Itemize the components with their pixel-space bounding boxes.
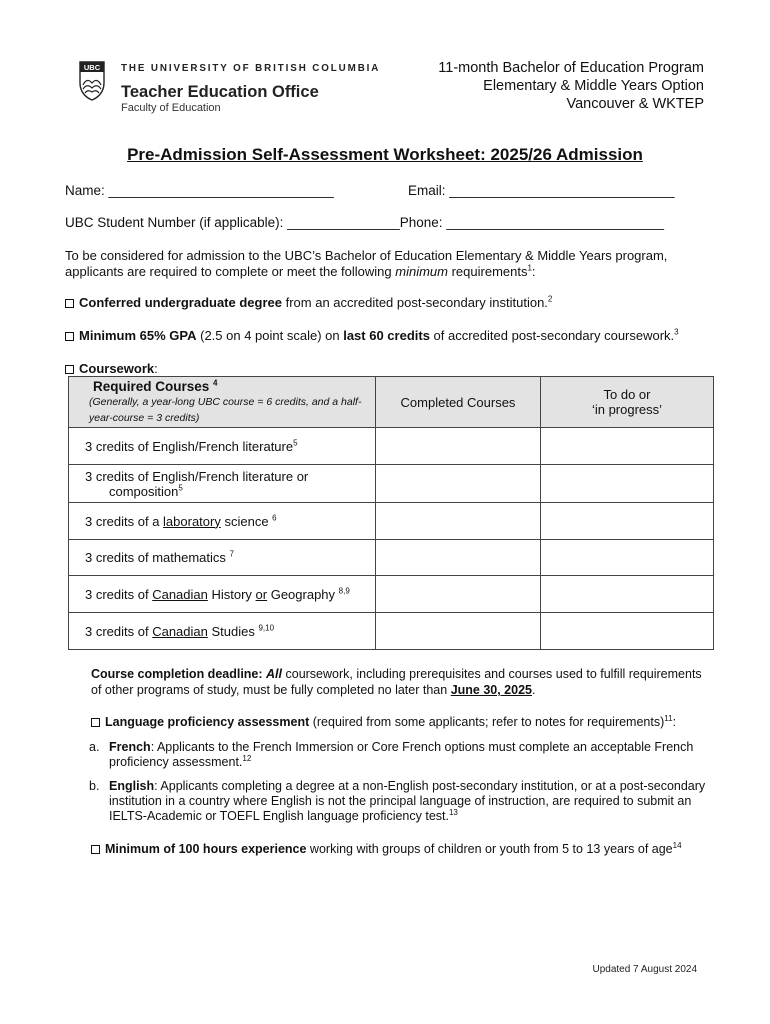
language-french-item: a. French: Applicants to the French Immersion or Core French options must complete an acceptable French proficiency assessment.$^{12}$ bbox=[89, 740, 694, 769]
program-line-1: 11-month Bachelor of Education Program bbox=[438, 60, 704, 76]
requirement-degree: Conferred undergraduate degree from an accredited post-secondary institution.$^2$ bbox=[65, 295, 715, 311]
email-label: Email: bbox=[408, 183, 446, 198]
completed-courses-header: Completed Courses bbox=[376, 377, 541, 428]
completed-cell[interactable] bbox=[376, 503, 541, 540]
todo-cell[interactable] bbox=[541, 613, 714, 650]
todo-cell[interactable] bbox=[541, 503, 714, 540]
program-line-2: Elementary & Middle Years Option bbox=[483, 78, 704, 94]
name-field[interactable] bbox=[65, 183, 334, 198]
completed-cell[interactable] bbox=[376, 613, 541, 650]
updated-date: Updated 7 August 2024 bbox=[592, 964, 697, 975]
student-number-label: UBC Student Number (if applicable): bbox=[65, 215, 284, 230]
todo-cell[interactable] bbox=[541, 465, 714, 503]
todo-header: To do or ‘in progress’ bbox=[541, 377, 714, 428]
todo-cell[interactable] bbox=[541, 540, 714, 576]
name-blank: ______________________________ bbox=[108, 183, 334, 198]
email-blank: ______________________________ bbox=[449, 183, 675, 198]
requirement-experience: Minimum of 100 hours experience working with groups of children or youth from 5 to 13 years of age$^{14}$ bbox=[91, 841, 703, 857]
gpa-checkbox[interactable] bbox=[65, 332, 74, 341]
faculty-name: Faculty of Education bbox=[121, 102, 221, 114]
name-label: Name: bbox=[65, 183, 105, 198]
completed-cell[interactable] bbox=[376, 428, 541, 465]
table-row bbox=[69, 613, 714, 650]
logo-text: UBC bbox=[83, 63, 101, 72]
course-requirement: 3 credits of a laboratory science $^6$ bbox=[69, 503, 376, 540]
todo-cell[interactable] bbox=[541, 576, 714, 613]
office-name: Teacher Education Office bbox=[121, 83, 319, 101]
completed-cell[interactable] bbox=[376, 465, 541, 503]
student-number-field[interactable] bbox=[65, 215, 664, 230]
language-checkbox[interactable] bbox=[91, 718, 100, 727]
completed-cell[interactable] bbox=[376, 540, 541, 576]
student-number-blank: _______________ bbox=[287, 215, 400, 230]
course-requirement: 3 credits of English/French literature$^5$ bbox=[69, 428, 376, 465]
experience-checkbox[interactable] bbox=[91, 845, 100, 854]
phone-blank: _____________________________ bbox=[446, 215, 665, 230]
table-row bbox=[69, 540, 714, 576]
courses-table bbox=[68, 376, 714, 650]
table-row bbox=[69, 465, 714, 503]
language-english-item: b. English: Applicants completing a degree at a non-English post-secondary institution, or at a post-secondary institution in a country where English is not the principal language of instruction, are required to submit an IELTS-Academic or TOEFL English language proficiency test.$^{13}$ bbox=[89, 779, 706, 823]
intro-paragraph: To be considered for admission to the UBC’s Bachelor of Education Elementary & Middle Years program, applicants are required to complete or meet the following minimum requirements$^1$: bbox=[65, 248, 668, 279]
coursework-checkbox[interactable] bbox=[65, 365, 74, 374]
university-name: THE UNIVERSITY OF BRITISH COLUMBIA bbox=[121, 63, 381, 74]
requirement-language: Language proficiency assessment (required from some applicants; refer to notes for requirements)$^{11}$: bbox=[91, 714, 721, 730]
requirement-gpa: Minimum 65% GPA (2.5 on 4 point scale) on last 60 credits of accredited post-secondary coursework.$^3$ bbox=[65, 328, 715, 344]
table-row bbox=[69, 428, 714, 465]
course-requirement: 3 credits of English/French literature or composition$^5$ bbox=[69, 465, 376, 503]
course-requirement: 3 credits of mathematics $^7$ bbox=[69, 540, 376, 576]
completion-deadline: Course completion deadline: All coursework, including prerequisites and courses used to fulfill requirements of other programs of study, must be fully completed no later than June 30, 2025. bbox=[91, 667, 702, 697]
email-field[interactable] bbox=[408, 183, 675, 198]
table-row bbox=[69, 576, 714, 613]
required-courses-header: Required Courses $^4$ (Generally, a year-long UBC course = 6 credits, and a half-year-course = 3 credits) bbox=[69, 377, 376, 428]
table-header-row bbox=[69, 377, 714, 428]
requirement-coursework: Coursework: bbox=[65, 361, 715, 377]
degree-checkbox[interactable] bbox=[65, 299, 74, 308]
table-row bbox=[69, 503, 714, 540]
phone-label: Phone: bbox=[399, 215, 443, 230]
todo-cell[interactable] bbox=[541, 428, 714, 465]
page-title: Pre-Admission Self-Assessment Worksheet: 2025/26 Admission bbox=[127, 145, 643, 164]
completed-cell[interactable] bbox=[376, 576, 541, 613]
program-line-3: Vancouver & WKTEP bbox=[566, 96, 704, 112]
ubc-logo bbox=[79, 61, 105, 101]
course-requirement: 3 credits of Canadian Studies $^{9,10}$ bbox=[69, 613, 376, 650]
course-requirement: 3 credits of Canadian History or Geography $^{8,9}$ bbox=[69, 576, 376, 613]
